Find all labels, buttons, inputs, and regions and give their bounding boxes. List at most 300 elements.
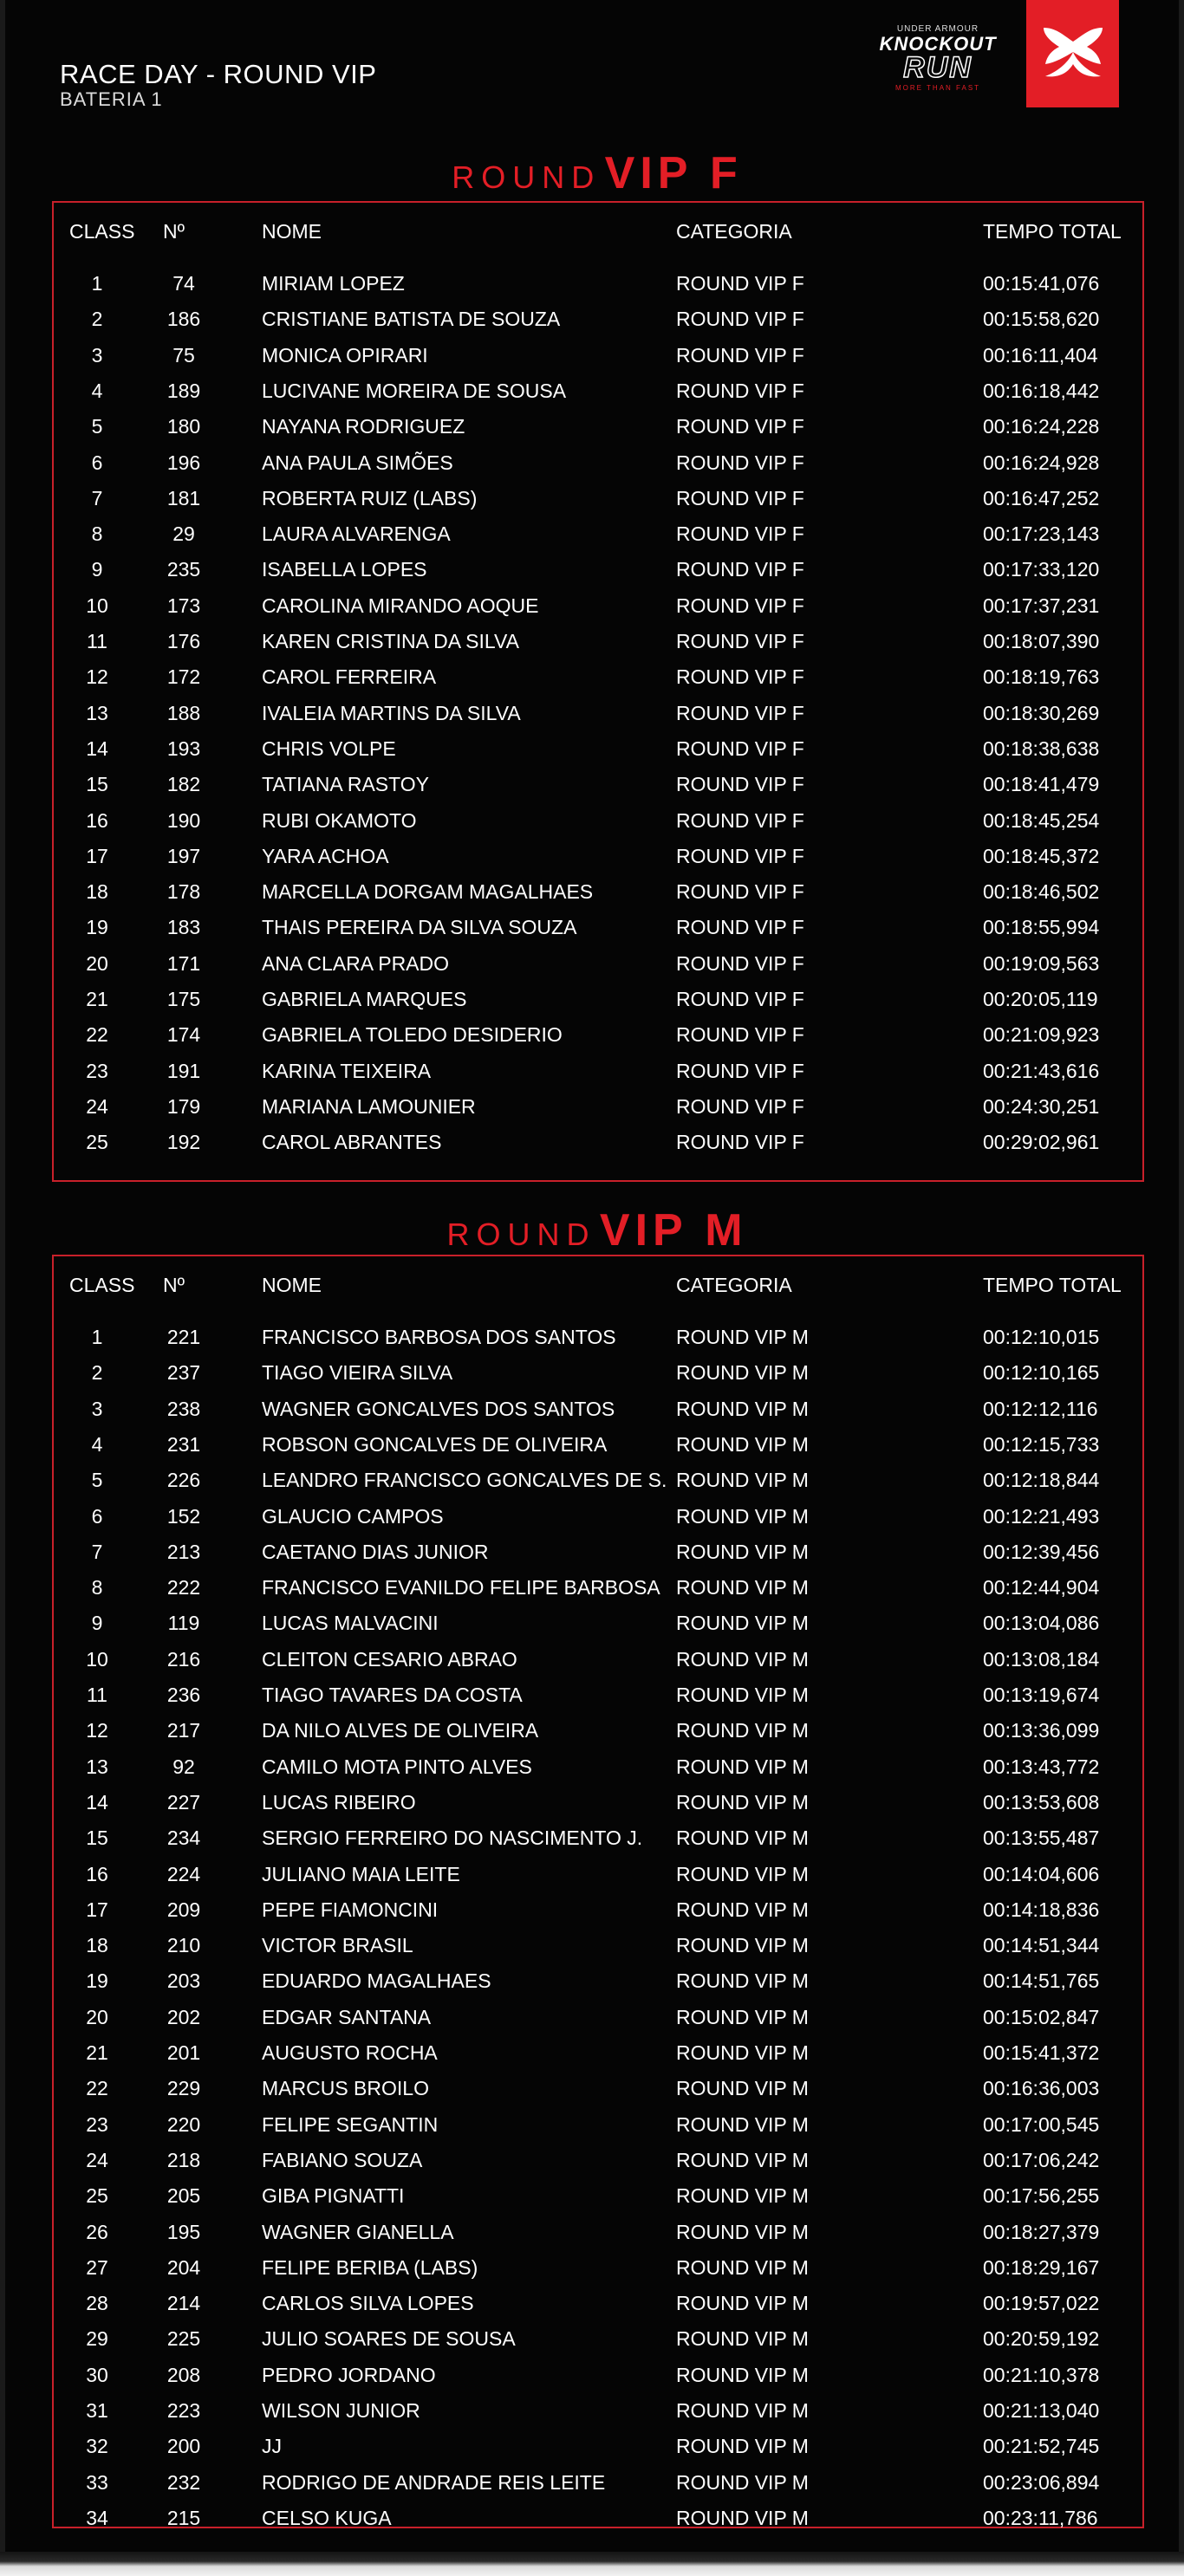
cell-category: ROUND VIP F <box>676 1023 804 1047</box>
col-header-name: NOME <box>262 220 322 243</box>
cell-class: 3 <box>91 343 103 367</box>
cell-category: ROUND VIP M <box>676 1576 809 1599</box>
logo-knockout-line: KNOCKOUT <box>879 33 997 55</box>
table-row <box>54 1612 1142 1647</box>
under-armour-icon <box>1038 23 1108 83</box>
cell-class: 13 <box>86 701 108 724</box>
cell-time: 00:19:09,563 <box>983 951 1100 975</box>
table-row <box>54 1648 1142 1684</box>
cell-class: 25 <box>86 1131 108 1154</box>
cell-class: 23 <box>86 2112 108 2136</box>
cell-class: 1 <box>91 1326 103 1348</box>
cell-class: 8 <box>91 1576 103 1599</box>
cell-time: 00:15:41,372 <box>983 2041 1100 2064</box>
col-header-name: NOME <box>262 1274 322 1296</box>
cell-num: 224 <box>166 1862 201 1885</box>
cell-class: 9 <box>91 1612 103 1635</box>
cell-time: 00:13:19,674 <box>983 1684 1100 1706</box>
cell-num: 174 <box>166 1023 201 1047</box>
cell-name: FELIPE BERIBA (LABS) <box>262 2255 478 2279</box>
cell-num: 223 <box>166 2399 201 2422</box>
cell-category: ROUND VIP F <box>676 630 804 652</box>
cell-time: 00:18:38,638 <box>983 736 1100 760</box>
cell-category: ROUND VIP F <box>676 379 804 402</box>
cell-name: EDGAR SANTANA <box>262 2005 432 2028</box>
cell-time: 00:21:43,616 <box>983 1059 1100 1082</box>
cell-class: 3 <box>91 1397 103 1420</box>
table-row <box>54 451 1142 487</box>
table-row <box>54 2292 1142 2327</box>
cell-time: 00:18:41,479 <box>983 773 1100 796</box>
cell-category: ROUND VIP M <box>676 1969 809 1993</box>
cell-class: 1 <box>91 272 103 295</box>
cell-num: 225 <box>166 2327 201 2351</box>
cell-num: 175 <box>166 988 201 1010</box>
cell-category: ROUND VIP M <box>676 1612 809 1635</box>
cell-num: 210 <box>166 1934 201 1957</box>
cell-name: CHRIS VOLPE <box>262 736 396 760</box>
cell-num: 173 <box>166 594 201 617</box>
cell-class: 12 <box>86 1719 108 1742</box>
cell-class: 12 <box>86 665 108 689</box>
cell-time: 00:17:56,255 <box>983 2184 1100 2208</box>
cell-category: ROUND VIP M <box>676 1432 809 1456</box>
cell-category: ROUND VIP F <box>676 701 804 724</box>
cell-time: 00:13:55,487 <box>983 1827 1100 1850</box>
table-row <box>54 2184 1142 2220</box>
cell-time: 00:17:37,231 <box>983 594 1100 617</box>
cell-class: 11 <box>87 630 107 652</box>
cell-num: 232 <box>166 2470 201 2494</box>
cell-time: 00:12:44,904 <box>983 1576 1100 1599</box>
cell-time: 00:13:43,772 <box>983 1755 1100 1778</box>
table-row <box>54 487 1142 522</box>
cell-num: 197 <box>166 844 201 867</box>
cell-num: 214 <box>166 2292 201 2315</box>
table-row <box>54 1684 1142 1719</box>
col-header-category: CATEGORIA <box>676 220 792 243</box>
table-row <box>54 2471 1142 2507</box>
cell-name: TATIANA RASTOY <box>262 773 429 796</box>
cell-class: 16 <box>86 808 108 832</box>
cell-time: 00:18:46,502 <box>983 880 1100 904</box>
cell-category: ROUND VIP F <box>676 558 804 581</box>
cell-name: WILSON JUNIOR <box>262 2399 420 2422</box>
cell-time: 00:15:41,076 <box>983 272 1100 295</box>
cell-num: 213 <box>166 1540 201 1563</box>
cell-category: ROUND VIP M <box>676 1540 809 1563</box>
cell-time: 00:12:12,116 <box>983 1397 1098 1420</box>
cell-time: 00:18:07,390 <box>983 630 1100 652</box>
cell-name: MONICA OPIRARI <box>262 343 428 367</box>
cell-time: 00:17:33,120 <box>983 558 1100 581</box>
cell-name: NAYANA RODRIGUEZ <box>262 415 465 438</box>
cell-name: RUBI OKAMOTO <box>262 808 417 832</box>
cell-class: 7 <box>91 486 103 509</box>
cell-num: 196 <box>166 451 201 474</box>
cell-time: 00:13:04,086 <box>983 1612 1100 1635</box>
cell-class: 14 <box>86 736 108 760</box>
cell-time: 00:16:11,404 <box>983 343 1098 367</box>
cell-name: MIRIAM LOPEZ <box>262 272 405 295</box>
cell-time: 00:20:05,119 <box>983 988 1098 1010</box>
cell-category: ROUND VIP M <box>676 2435 809 2458</box>
cell-category: ROUND VIP F <box>676 594 804 617</box>
cell-name: DA NILO ALVES DE OLIVEIRA <box>262 1719 539 1742</box>
cell-num: 176 <box>166 630 201 652</box>
cell-time: 00:16:36,003 <box>983 2077 1100 2100</box>
results-panel-vip-f <box>52 201 1144 1182</box>
cell-class: 33 <box>86 2470 108 2494</box>
cell-name: ANA CLARA PRADO <box>262 951 450 975</box>
cell-time: 00:18:29,167 <box>983 2255 1100 2279</box>
cell-num: 74 <box>172 272 195 295</box>
cell-num: 180 <box>166 415 201 438</box>
cell-num: 226 <box>166 1469 201 1492</box>
cell-name: CAROLINA MIRANDO AOQUE <box>262 594 539 617</box>
cell-category: ROUND VIP M <box>676 1469 809 1492</box>
cell-name: LUCAS RIBEIRO <box>262 1790 416 1814</box>
cell-num: 172 <box>166 665 201 689</box>
cell-category: ROUND VIP F <box>676 916 804 939</box>
table-row <box>54 1934 1142 1969</box>
table-row <box>54 1361 1142 1397</box>
table-row <box>54 558 1142 594</box>
cell-name: THAIS PEREIRA DA SILVA SOUZA <box>262 916 577 939</box>
cell-class: 31 <box>86 2399 108 2422</box>
cell-category: ROUND VIP F <box>676 343 804 367</box>
cell-num: 178 <box>166 880 201 904</box>
cell-class: 18 <box>86 1934 108 1957</box>
cell-class: 16 <box>86 1862 108 1885</box>
cell-category: ROUND VIP M <box>676 1684 809 1706</box>
cell-category: ROUND VIP M <box>676 1862 809 1885</box>
table-row <box>54 308 1142 343</box>
cell-num: 216 <box>166 1647 201 1671</box>
knockout-run-logo <box>868 21 1007 99</box>
cell-num: 234 <box>166 1827 201 1850</box>
cell-class: 18 <box>86 880 108 904</box>
cell-class: 24 <box>86 2148 108 2171</box>
cell-num: 190 <box>166 808 201 832</box>
cell-time: 00:23:11,786 <box>983 2506 1098 2529</box>
cell-num: 231 <box>166 1432 201 1456</box>
table-row <box>54 2507 1142 2542</box>
cell-name: FELIPE SEGANTIN <box>262 2112 439 2136</box>
cell-class: 26 <box>86 2220 108 2243</box>
table-row <box>54 1576 1142 1612</box>
cell-num: 221 <box>166 1326 201 1348</box>
cell-class: 13 <box>86 1755 108 1778</box>
cell-time: 00:18:45,372 <box>983 844 1100 867</box>
cell-time: 00:21:10,378 <box>983 2363 1100 2386</box>
cell-category: ROUND VIP M <box>676 2399 809 2422</box>
cell-name: PEDRO JORDANO <box>262 2363 436 2386</box>
cell-time: 00:14:51,344 <box>983 1934 1100 1957</box>
cell-num: 201 <box>166 2041 201 2064</box>
table-row <box>54 988 1142 1023</box>
cell-category: ROUND VIP F <box>676 1059 804 1082</box>
table-row <box>54 1827 1142 1862</box>
table-row <box>54 1541 1142 1576</box>
cell-num: 203 <box>166 1969 201 1993</box>
cell-num: 29 <box>172 522 195 546</box>
table-row <box>54 2041 1142 2077</box>
cell-num: 186 <box>166 308 201 331</box>
cell-time: 00:18:30,269 <box>983 701 1100 724</box>
table-row <box>54 1791 1142 1827</box>
cell-name: CAROL ABRANTES <box>262 1131 442 1154</box>
table-row <box>54 880 1142 916</box>
cell-class: 32 <box>86 2435 108 2458</box>
cell-time: 00:18:55,994 <box>983 916 1100 939</box>
table-row <box>54 1755 1142 1791</box>
table-row <box>54 2149 1142 2184</box>
cell-name: MARIANA LAMOUNIER <box>262 1094 476 1118</box>
cell-category: ROUND VIP M <box>676 1827 809 1850</box>
cell-category: ROUND VIP M <box>676 1326 809 1348</box>
cell-num: 209 <box>166 1898 201 1921</box>
cell-name: GABRIELA TOLEDO DESIDERIO <box>262 1023 563 1047</box>
cell-num: 227 <box>166 1790 201 1814</box>
cell-category: ROUND VIP M <box>676 1719 809 1742</box>
cell-name: YARA ACHOA <box>262 844 389 867</box>
cell-category: ROUND VIP M <box>676 2292 809 2315</box>
cell-num: 119 <box>167 1612 200 1635</box>
cell-name: ISABELLA LOPES <box>262 558 427 581</box>
cell-category: ROUND VIP M <box>676 2506 809 2529</box>
cell-class: 19 <box>86 916 108 939</box>
table-row <box>54 1131 1142 1166</box>
cell-class: 28 <box>86 2292 108 2315</box>
cell-category: ROUND VIP M <box>676 2327 809 2351</box>
table-row <box>54 952 1142 988</box>
cell-class: 21 <box>86 2041 108 2064</box>
table-row <box>54 2113 1142 2149</box>
cell-name: GIBA PIGNATTI <box>262 2184 405 2208</box>
table-row <box>54 2327 1142 2363</box>
cell-category: ROUND VIP M <box>676 2041 809 2064</box>
section-title-big: VIP F <box>604 148 743 198</box>
table-row <box>54 1719 1142 1755</box>
cell-name: MARCUS BROILO <box>262 2077 429 2100</box>
cell-name: CARLOS SILVA LOPES <box>262 2292 474 2315</box>
col-header-class: CLASS <box>69 1274 135 1296</box>
cell-category: ROUND VIP M <box>676 1934 809 1957</box>
cell-num: 237 <box>166 1361 201 1385</box>
cell-category: ROUND VIP F <box>676 1131 804 1154</box>
cell-category: ROUND VIP F <box>676 773 804 796</box>
col-header-category: CATEGORIA <box>676 1274 792 1296</box>
cell-name: FRANCISCO BARBOSA DOS SANTOS <box>262 1326 616 1348</box>
cell-num: 222 <box>166 1576 201 1599</box>
cell-name: AUGUSTO ROCHA <box>262 2041 438 2064</box>
cell-num: 152 <box>166 1504 201 1528</box>
cell-num: 188 <box>166 701 201 724</box>
cell-category: ROUND VIP M <box>676 1790 809 1814</box>
table-row <box>54 2256 1142 2292</box>
cell-class: 19 <box>86 1969 108 1993</box>
cell-class: 17 <box>86 844 108 867</box>
cell-num: 205 <box>166 2184 201 2208</box>
cell-class: 4 <box>91 1432 103 1456</box>
cell-class: 15 <box>86 1827 108 1850</box>
table-row <box>54 702 1142 737</box>
table-row <box>54 272 1142 308</box>
table-row <box>54 1095 1142 1131</box>
cell-name: JULIO SOARES DE SOUSA <box>262 2327 516 2351</box>
table-row <box>54 1398 1142 1433</box>
cell-num: 200 <box>166 2435 201 2458</box>
cell-num: 235 <box>166 558 201 581</box>
cell-class: 2 <box>91 308 103 331</box>
cell-category: ROUND VIP F <box>676 308 804 331</box>
cell-class: 17 <box>86 1898 108 1921</box>
cell-time: 00:12:10,015 <box>983 1326 1100 1348</box>
cell-name: PEPE FIAMONCINI <box>262 1898 439 1921</box>
col-header-time: TEMPO TOTAL <box>983 1274 1122 1296</box>
cell-time: 00:12:10,165 <box>983 1361 1100 1385</box>
cell-time: 00:12:18,844 <box>983 1469 1100 1492</box>
cell-category: ROUND VIP F <box>676 880 804 904</box>
cell-name: JULIANO MAIA LEITE <box>262 1862 460 1885</box>
table-row <box>54 1469 1142 1504</box>
cell-name: RODRIGO DE ANDRADE REIS LEITE <box>262 2470 606 2494</box>
cell-class: 6 <box>91 451 103 474</box>
cell-name: WAGNER GIANELLA <box>262 2220 454 2243</box>
table-row <box>54 1060 1142 1095</box>
cell-num: 202 <box>166 2005 201 2028</box>
cell-time: 00:14:18,836 <box>983 1898 1100 1921</box>
cell-time: 00:16:18,442 <box>983 379 1100 402</box>
cell-num: 236 <box>166 1684 201 1706</box>
cell-class: 11 <box>87 1684 107 1706</box>
table-row <box>54 1326 1142 1361</box>
table-row <box>54 809 1142 845</box>
cell-name: TIAGO VIEIRA SILVA <box>262 1361 453 1385</box>
col-header-class: CLASS <box>69 220 135 243</box>
cell-category: ROUND VIP M <box>676 2220 809 2243</box>
cell-class: 23 <box>86 1059 108 1082</box>
cell-category: ROUND VIP M <box>676 1397 809 1420</box>
cell-category: ROUND VIP M <box>676 1647 809 1671</box>
page-subtitle: BATERIA 1 <box>60 88 163 110</box>
cell-class: 2 <box>91 1361 103 1385</box>
cell-category: ROUND VIP M <box>676 2470 809 2494</box>
section-title-vip-m <box>5 1204 1184 1256</box>
col-header-time: TEMPO TOTAL <box>983 220 1122 243</box>
cell-time: 00:17:23,143 <box>983 522 1100 546</box>
cell-time: 00:16:24,228 <box>983 415 1100 438</box>
cell-num: 204 <box>166 2255 201 2279</box>
cell-time: 00:17:06,242 <box>983 2148 1100 2171</box>
table-row <box>54 1863 1142 1898</box>
section-title-big: VIP M <box>599 1205 748 1256</box>
cell-time: 00:29:02,961 <box>983 1131 1100 1154</box>
table-row <box>54 630 1142 665</box>
cell-time: 00:12:21,493 <box>983 1504 1100 1528</box>
cell-name: LUCAS MALVACINI <box>262 1612 439 1635</box>
cell-category: ROUND VIP F <box>676 272 804 295</box>
section-title-vip-f <box>5 147 1184 199</box>
cell-class: 5 <box>91 415 103 438</box>
cell-class: 34 <box>86 2506 108 2529</box>
cell-name: KARINA TEIXEIRA <box>262 1059 432 1082</box>
section-title-small: ROUND <box>452 159 602 195</box>
table-row <box>54 737 1142 773</box>
cell-num: 238 <box>166 1397 201 1420</box>
cell-category: ROUND VIP F <box>676 415 804 438</box>
cell-num: 191 <box>166 1059 201 1082</box>
cell-num: 229 <box>166 2077 201 2100</box>
table-row <box>54 344 1142 380</box>
section-title-small: ROUND <box>446 1217 596 1252</box>
table-row <box>54 1433 1142 1469</box>
cell-num: 195 <box>166 2220 201 2243</box>
cell-class: 9 <box>91 558 103 581</box>
table-row <box>54 665 1142 701</box>
cell-class: 20 <box>86 951 108 975</box>
cell-category: ROUND VIP M <box>676 2148 809 2171</box>
cell-num: 182 <box>166 773 201 796</box>
cell-num: 215 <box>166 2506 201 2529</box>
cell-num: 220 <box>166 2112 201 2136</box>
cell-category: ROUND VIP F <box>676 808 804 832</box>
cell-class: 21 <box>86 988 108 1010</box>
cell-category: ROUND VIP M <box>676 1755 809 1778</box>
cell-name: LAURA ALVARENGA <box>262 522 451 546</box>
cell-time: 00:24:30,251 <box>983 1094 1100 1118</box>
table-row <box>54 773 1142 808</box>
cell-class: 22 <box>86 2077 108 2100</box>
cell-time: 00:18:45,254 <box>983 808 1100 832</box>
cell-num: 92 <box>172 1755 195 1778</box>
table-row <box>54 845 1142 880</box>
cell-category: ROUND VIP F <box>676 522 804 546</box>
cell-class: 20 <box>86 2005 108 2028</box>
cell-name: ROBERTA RUIZ (LABS) <box>262 486 478 509</box>
cell-class: 27 <box>86 2255 108 2279</box>
table-row <box>54 594 1142 630</box>
cell-time: 00:18:27,379 <box>983 2220 1100 2243</box>
cell-num: 75 <box>172 343 195 367</box>
cell-time: 00:14:51,765 <box>983 1969 1100 1993</box>
cell-category: ROUND VIP M <box>676 2112 809 2136</box>
logo-brand-line: UNDER ARMOUR <box>896 24 979 34</box>
cell-name: SERGIO FERREIRO DO NASCIMENTO J. <box>262 1827 643 1850</box>
cell-category: ROUND VIP M <box>676 2363 809 2386</box>
cell-time: 00:13:08,184 <box>983 1647 1100 1671</box>
cell-category: ROUND VIP M <box>676 2255 809 2279</box>
table-row <box>54 2364 1142 2399</box>
cell-name: TIAGO TAVARES DA COSTA <box>262 1684 523 1706</box>
cell-num: 171 <box>166 951 201 975</box>
table-row <box>54 916 1142 951</box>
cell-name: FABIANO SOUZA <box>262 2148 423 2171</box>
logo-tagline: MORE THAN FAST <box>895 84 981 92</box>
cell-class: 4 <box>91 379 103 402</box>
table-row <box>54 2399 1142 2435</box>
cell-time: 00:17:00,545 <box>983 2112 1100 2136</box>
cell-class: 22 <box>86 1023 108 1047</box>
page-title: RACE DAY - ROUND VIP <box>60 59 377 89</box>
cell-time: 00:20:59,192 <box>983 2327 1100 2351</box>
cell-class: 8 <box>91 522 103 546</box>
cell-name: LUCIVANE MOREIRA DE SOUSA <box>262 379 567 402</box>
bottom-paper-edge <box>0 2552 1184 2576</box>
cell-time: 00:15:58,620 <box>983 308 1100 331</box>
table-row <box>54 1505 1142 1541</box>
